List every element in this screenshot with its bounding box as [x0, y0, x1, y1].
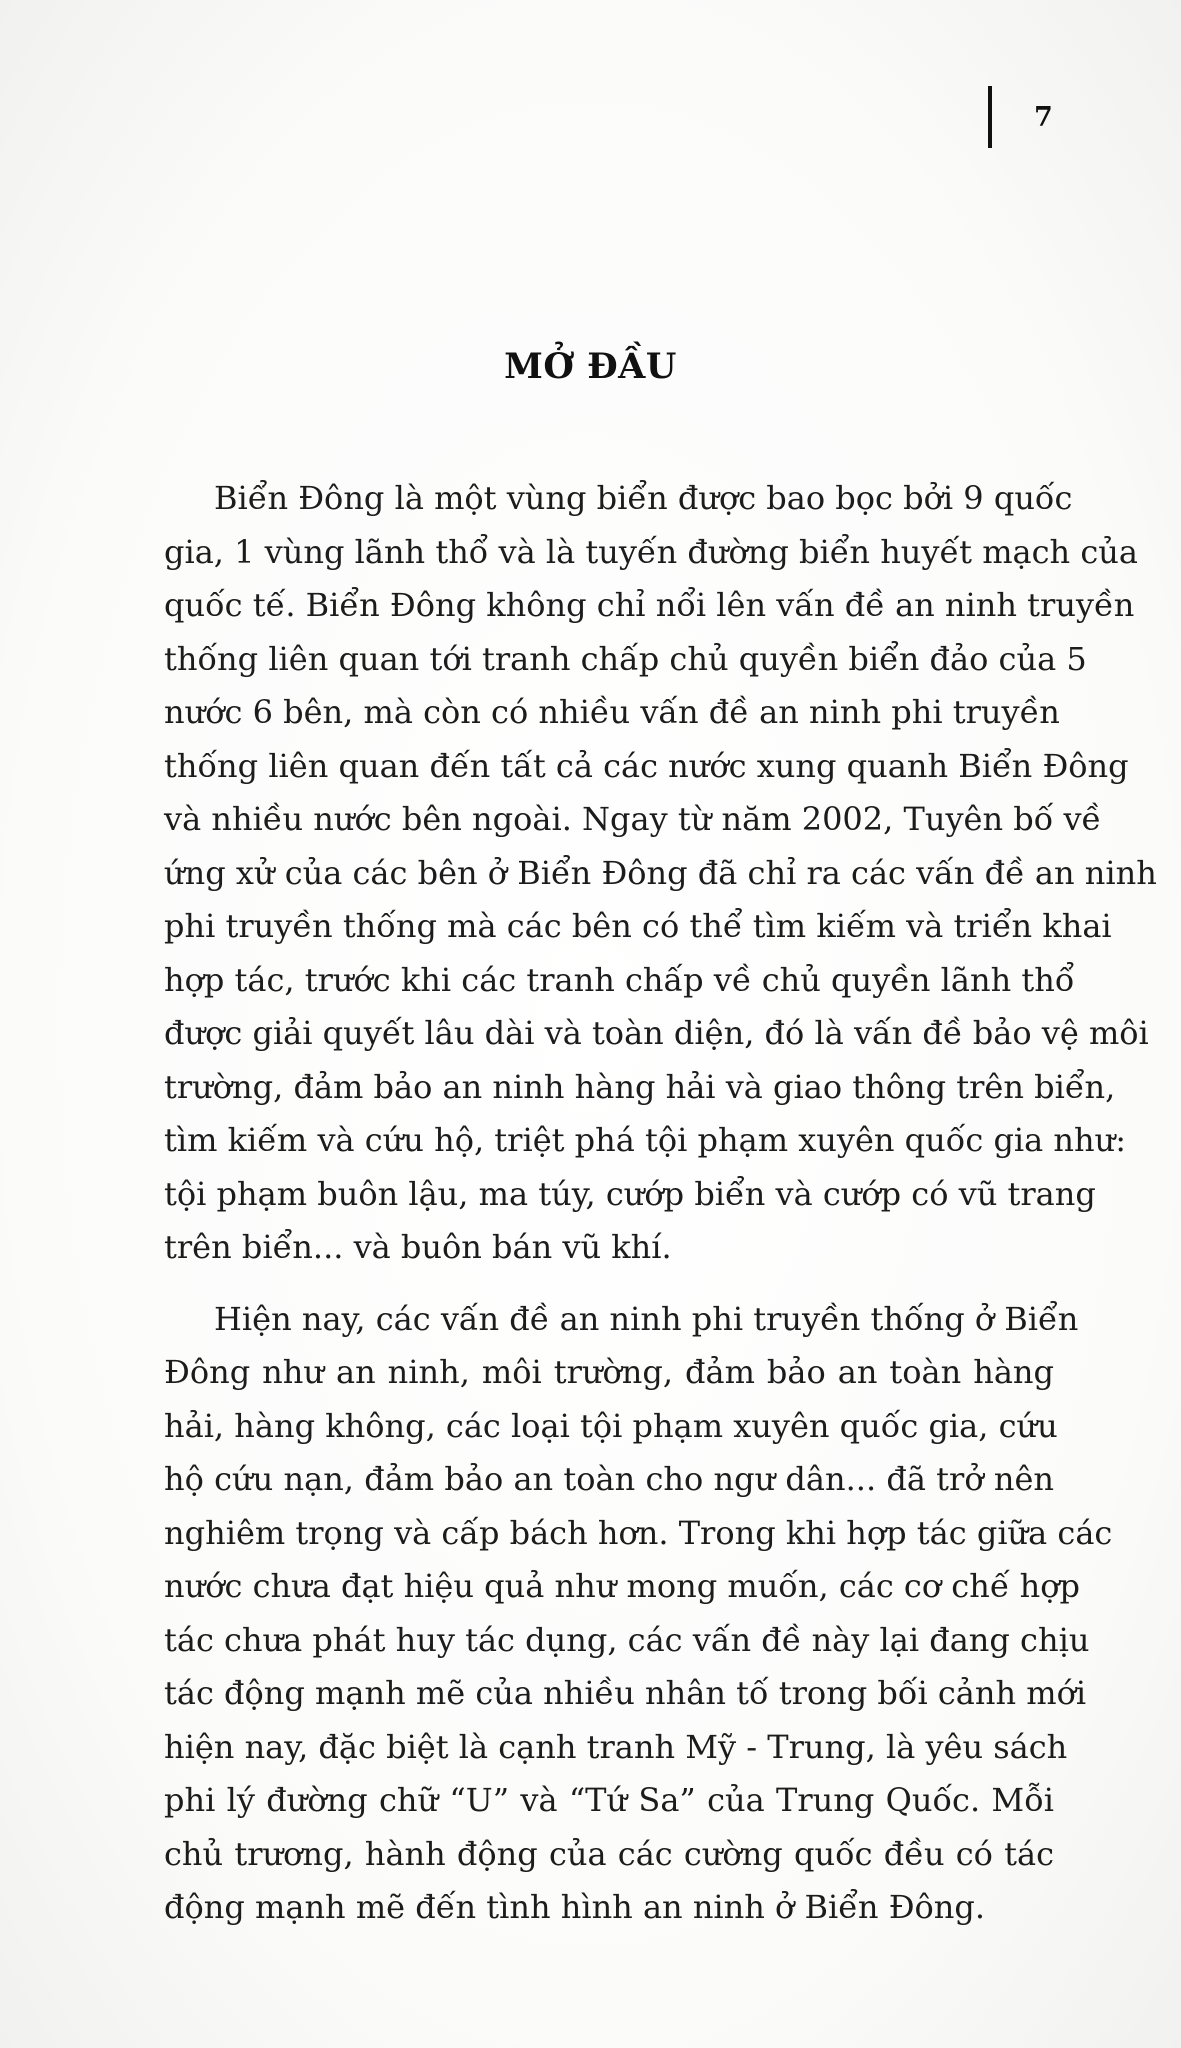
text-line: hiện nay, đặc biệt là cạnh tranh Mỹ - Trung, là yêu sách	[164, 1727, 1068, 1766]
text-line: hộ cứu nạn, đảm bảo an toàn cho ngư dân... đã trở nên	[164, 1460, 1054, 1498]
text-line: tác chưa phát huy tác dụng, các vấn đề này lại đang chịu	[164, 1620, 1090, 1659]
paragraph-1	[164, 472, 1157, 1275]
text-line: thống liên quan đến tất cả các nước xung quanh Biển Đông	[164, 746, 1129, 785]
text-line: gia, 1 vùng lãnh thổ và là tuyến đường biển huyết mạch của	[164, 532, 1138, 571]
text-line: và nhiều nước bên ngoài. Ngay từ năm 2002, Tuyên bố về	[164, 800, 1102, 838]
text-line: phi lý đường chữ “U” và “Tứ Sa” của Trung Quốc. Mỗi	[164, 1781, 1054, 1819]
text-line: trên biển... và buôn bán vũ khí.	[164, 1228, 672, 1266]
text-line: tội phạm buôn lậu, ma túy, cướp biển và cướp có vũ trang	[164, 1174, 1096, 1213]
text-line: hải, hàng không, các loại tội phạm xuyên quốc gia, cứu	[164, 1406, 1058, 1445]
text-line: tác động mạnh mẽ của nhiều nhân tố trong bối cảnh mới	[164, 1674, 1087, 1712]
paragraph-2	[164, 1293, 1113, 1935]
text-line: phi truyền thống mà các bên có thể tìm kiếm và triển khai	[164, 907, 1112, 945]
text-line: Biển Đông là một vùng biển được bao bọc bởi 9 quốc	[214, 479, 1073, 517]
text-line: tìm kiếm và cứu hộ, triệt phá tội phạm xuyên quốc gia như:	[164, 1121, 1127, 1159]
text-line: quốc tế. Biển Đông không chỉ nổi lên vấn đề an ninh truyền	[164, 586, 1135, 624]
text-line: ứng xử của các bên ở Biển Đông đã chỉ ra các vấn đề an ninh	[164, 853, 1157, 892]
body-text	[164, 472, 1157, 1935]
text-line: Hiện nay, các vấn đề an ninh phi truyền thống ở Biển	[214, 1299, 1079, 1338]
running-header	[100, 86, 960, 126]
text-line: chủ trương, hành động của các cường quốc đều có tác	[164, 1834, 1054, 1873]
header-rule	[988, 86, 992, 148]
text-line: nghiêm trọng và cấp bách hơn. Trong khi hợp tác giữa các	[164, 1513, 1113, 1552]
page-number: 7	[1034, 102, 1053, 133]
text-line: nước 6 bên, mà còn có nhiều vấn đề an ninh phi truyền	[164, 693, 1060, 731]
chapter-title: MỞ ĐẦU	[504, 346, 677, 387]
text-line: trường, đảm bảo an ninh hàng hải và giao thông trên biển,	[164, 1067, 1116, 1106]
text-line: Đông như an ninh, môi trường, đảm bảo an toàn hàng	[164, 1353, 1054, 1391]
text-line: thống liên quan tới tranh chấp chủ quyền biển đảo của 5	[164, 639, 1087, 678]
text-line: được giải quyết lâu dài và toàn diện, đó là vấn đề bảo vệ môi	[164, 1014, 1149, 1052]
text-line: hợp tác, trước khi các tranh chấp về chủ quyền lãnh thổ	[164, 960, 1075, 999]
text-line: nước chưa đạt hiệu quả như mong muốn, các cơ chế hợp	[164, 1567, 1081, 1605]
text-line: động mạnh mẽ đến tình hình an ninh ở Biển Đông.	[164, 1888, 986, 1926]
